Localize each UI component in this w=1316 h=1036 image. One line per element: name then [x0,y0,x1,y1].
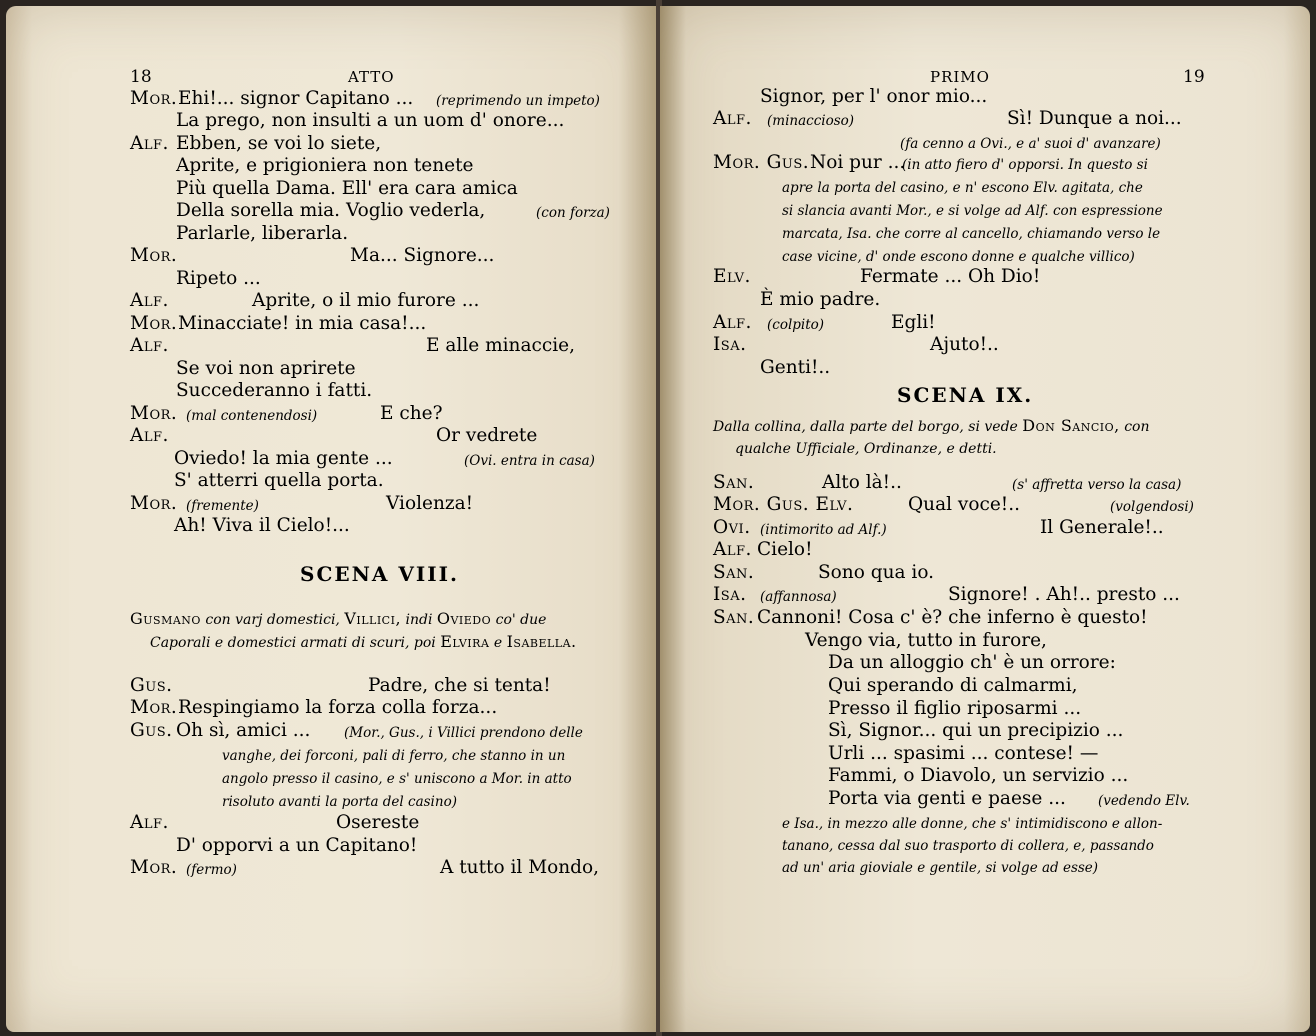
stage-direction: e Isa., in mezzo alle donne, che s' intimidiscono e allon- [782,816,1163,832]
verse-line: Sono qua io. [818,562,935,583]
stage-direction: (colpito) [767,317,825,333]
verse-line: Genti!.. [760,357,831,378]
verse-line: Urli ... spasimi ... contese! — [828,743,1099,764]
speaker-label: Gus. [130,675,173,696]
verse-line: Ripeto ... [176,268,261,289]
stage-direction: vanghe, dei forconi, pali di ferro, che stanno in un [222,748,566,764]
speaker-label: Alf. [130,425,169,446]
verse-line: Signore! . Ah!.. presto ... [948,584,1180,605]
verse-line: Vengo via, tutto in furore, [805,630,1047,651]
verse-line: Or vedrete [436,425,538,446]
stage-direction: (Ovi. entra in casa) [464,453,595,469]
verse-line: Respingiamo la forza colla forza... [178,697,498,718]
verse-line: Alto là!.. [822,472,902,493]
stage-direction: (affannosa) [760,589,837,605]
speaker-label: Gus. [130,720,173,741]
verse-line: Oviedo! la mia gente ... [174,448,393,469]
verse-line: Ebben, se voi lo siete, [176,133,382,154]
verse-line: Cannoni! Cosa c' è? che inferno è questo! [757,607,1148,628]
verse-line: Cielo! [757,539,813,560]
scena-description-right-2: qualche Ufficiale, Ordinanze, e detti. [735,441,997,457]
verse-line: Ah! Viva il Cielo!... [174,515,350,536]
character-name: Oviedo [436,609,492,628]
verse-line: Osereste [336,812,420,833]
verse-line: La prego, non insulti a un uom d' onore... [176,110,565,131]
stage-direction: (mal contenendosi) [186,408,318,424]
speaker-label: Mor. [130,403,178,424]
verse-line: E alle minaccie, [426,335,575,356]
stage-direction: (volgendosi) [1110,499,1194,515]
verse-line: Violenza! [386,493,474,514]
speaker-label: Mor. Gus. Elv. [713,494,854,515]
character-name: Don Sancio, [1022,416,1120,435]
verse-line: Padre, che si tenta! [368,675,551,696]
stage-direction: (minaccioso) [767,113,855,129]
verse-line: Qual voce!.. [908,494,1021,515]
scena-title-left: SCENA VIII. [300,562,459,586]
stage-direction: (reprimendo un impeto) [436,93,600,109]
speaker-label: Isa. [713,334,747,355]
speaker-label: Mor. [130,697,178,718]
verse-line: Il Generale!.. [1040,517,1164,538]
speaker-label: Mor. [130,313,178,334]
speaker-label: San. [713,562,755,583]
speaker-label: San. [713,607,755,628]
verse-line: Egli! [891,312,936,333]
page-number-right: 19 [1183,67,1205,87]
scena-description-right-1 [713,415,1149,438]
speaker-label: Alf. [130,133,169,154]
scena-description-left-1 [130,608,546,631]
verse-line: Ma... Signore... [350,245,495,266]
stage-direction: e [493,635,503,651]
verse-line: A tutto il Mondo, [440,857,600,878]
character-name: Elvira [440,632,490,651]
speaker-label: Alf. [130,290,169,311]
verse-line: E che? [380,403,443,424]
stage-direction: (in atto fiero d' opporsi. In questo si [902,157,1148,173]
verse-line: È mio padre. [760,289,881,310]
stage-direction: con [1124,419,1150,435]
verse-line: Noi pur ... [810,152,906,173]
scena-description-left-2 [150,631,577,654]
stage-direction: (intimorito ad Alf.) [760,522,887,538]
speaker-label: San. [713,472,755,493]
stage-direction: (Mor., Gus., i Villici prendono delle [344,725,583,741]
verse-line: Ehi!... signor Capitano ... [178,88,414,109]
verse-line: Minacciate! in mia casa!... [178,313,427,334]
page-number-left: 18 [130,67,152,87]
speaker-label: Ovi. [713,517,751,538]
stage-direction: ad un' aria gioviale e gentile, si volge ad esse) [782,860,1099,876]
speaker-label: Mor. [130,245,178,266]
speaker-label: Alf. [130,335,169,356]
verse-line: Succederanno i fatti. [176,380,373,401]
stage-direction: tanano, cessa dal suo trasporto di collera, e, passando [782,838,1154,854]
stage-direction: risoluto avanti la porta del casino) [222,794,457,810]
stage-direction: indi [405,612,433,628]
speaker-label: Mor. Gus. [713,152,810,173]
speaker-label: Mor. [130,88,178,109]
verse-line: Porta via genti e paese ... [828,788,1066,809]
stage-direction: marcata, Isa. che corre al cancello, chiamando verso le [782,226,1161,242]
speaker-label: Mor. [130,857,178,878]
verse-line: Sì! Dunque a noi... [1007,108,1182,129]
speaker-label: Alf. [713,312,752,333]
speaker-label: Mor. [130,493,178,514]
speaker-label: Alf. [713,108,752,129]
speaker-label: Isa. [713,584,747,605]
speaker-label: Alf. [713,539,752,560]
verse-line: Parlarle, liberarla. [176,223,349,244]
verse-line: Qui sperando di calmarmi, [828,675,1078,696]
verse-line: Aprite, o il mio furore ... [252,290,480,311]
stage-direction: case vicine, d' onde escono donne e qualche villico) [782,249,1135,265]
verse-line: Fammi, o Diavolo, un servizio ... [828,765,1129,786]
stage-direction: apre la porta del casino, e n' escono Elv. agitata, che [782,180,1143,196]
character-name: Gusmano [130,609,201,628]
speaker-label: Elv. [713,266,751,287]
stage-direction: (con forza) [536,205,610,221]
running-head-right: PRIMO [930,68,990,86]
verse-line: Aprite, e prigioniera non tenete [176,155,474,176]
verse-line: S' atterri quella porta. [174,470,384,491]
verse-line: Ajuto!.. [930,334,999,355]
stage-direction: co' due [495,612,547,628]
stage-direction: (vedendo Elv. [1098,793,1190,809]
verse-line: Più quella Dama. Ell' era cara amica [176,178,518,199]
verse-line: Fermate ... Oh Dio! [860,266,1041,287]
stage-direction: (fermo) [186,862,237,878]
verse-line: Se voi non aprirete [176,358,356,379]
stage-direction: (fa cenno a Ovi., e a' suoi d' avanzare) [900,136,1161,152]
stage-direction: Caporali e domestici armati di scuri, poi [150,635,436,651]
verse-line: Da un alloggio ch' è un orrore: [828,652,1116,673]
verse-line: D' opporvi a un Capitano! [176,835,418,856]
stage-direction: con varj domestici, [205,612,340,628]
stage-direction: angolo presso il casino, e s' uniscono a Mor. in atto [222,771,572,787]
verse-line: Presso il figlio riposarmi ... [828,698,1082,719]
scena-title-right: SCENA IX. [897,383,1034,407]
verse-line: Oh sì, amici ... [176,720,311,741]
verse-line: Signor, per l' onor mio... [760,86,988,107]
speaker-label: Alf. [130,812,169,833]
running-head-left: ATTO [348,68,395,86]
stage-direction: si slancia avanti Mor., e si volge ad Alf. con espressione [782,203,1163,219]
verse-line: Sì, Signor... qui un precipizio ... [828,720,1124,741]
character-name: Isabella. [506,632,577,651]
stage-direction: (s' affretta verso la casa) [1012,477,1182,493]
character-name: Villici, [344,609,402,628]
stage-direction: Dalla collina, dalla parte del borgo, si vede [713,419,1018,435]
verse-line: Della sorella mia. Voglio vederla, [176,200,486,221]
stage-direction: (fremente) [186,498,259,514]
